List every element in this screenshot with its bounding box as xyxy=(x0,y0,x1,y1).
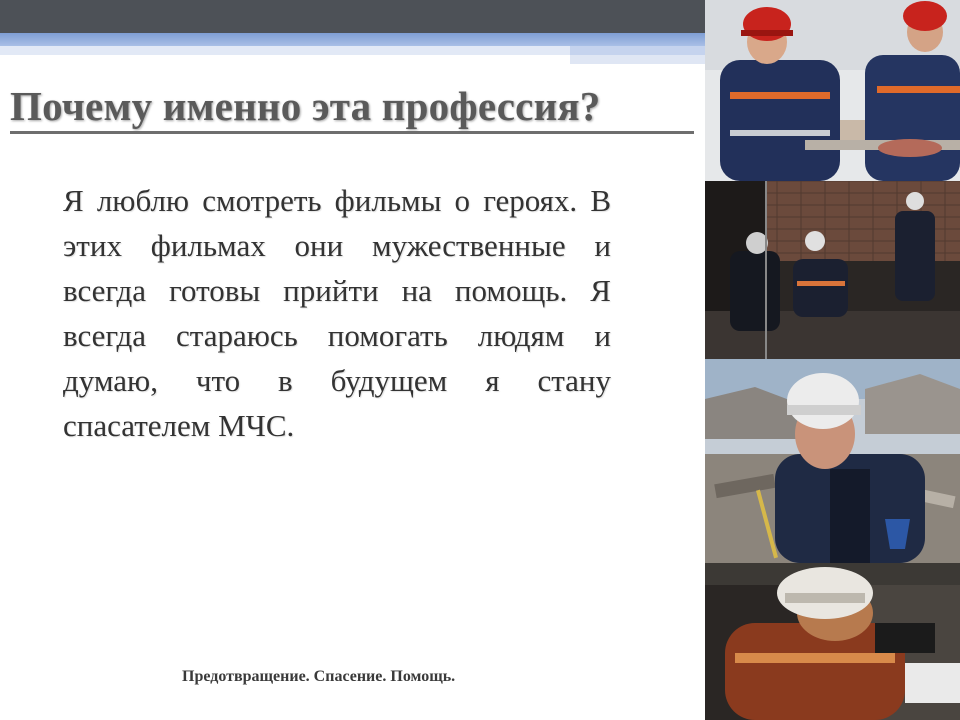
header-blue-bar xyxy=(0,33,705,46)
header-dark-bar xyxy=(0,0,705,33)
header-light-bar xyxy=(0,46,570,55)
body-paragraph: Я люблю смотреть фильмы о героях. В этих фильмах они мужественные и всегда готовы прийти на помощь. Я всегда стараюсь помогать людям и думаю, что в будущем я стану спасателем МЧС. xyxy=(63,183,611,443)
firefighter-photo xyxy=(705,563,960,720)
footer-slogan: Предотвращение. Спасение. Помощь. xyxy=(182,668,456,685)
rescuers-with-stretcher-photo xyxy=(705,0,960,181)
slide-title: Почему именно эта профессия? xyxy=(10,83,601,129)
rescuer-with-helmet-photo xyxy=(705,359,960,563)
header-accent-bar xyxy=(570,46,705,55)
rescuers-in-ruins-photo xyxy=(705,181,960,359)
title-underline xyxy=(10,131,694,134)
header-accent-bar-lower xyxy=(570,55,705,64)
